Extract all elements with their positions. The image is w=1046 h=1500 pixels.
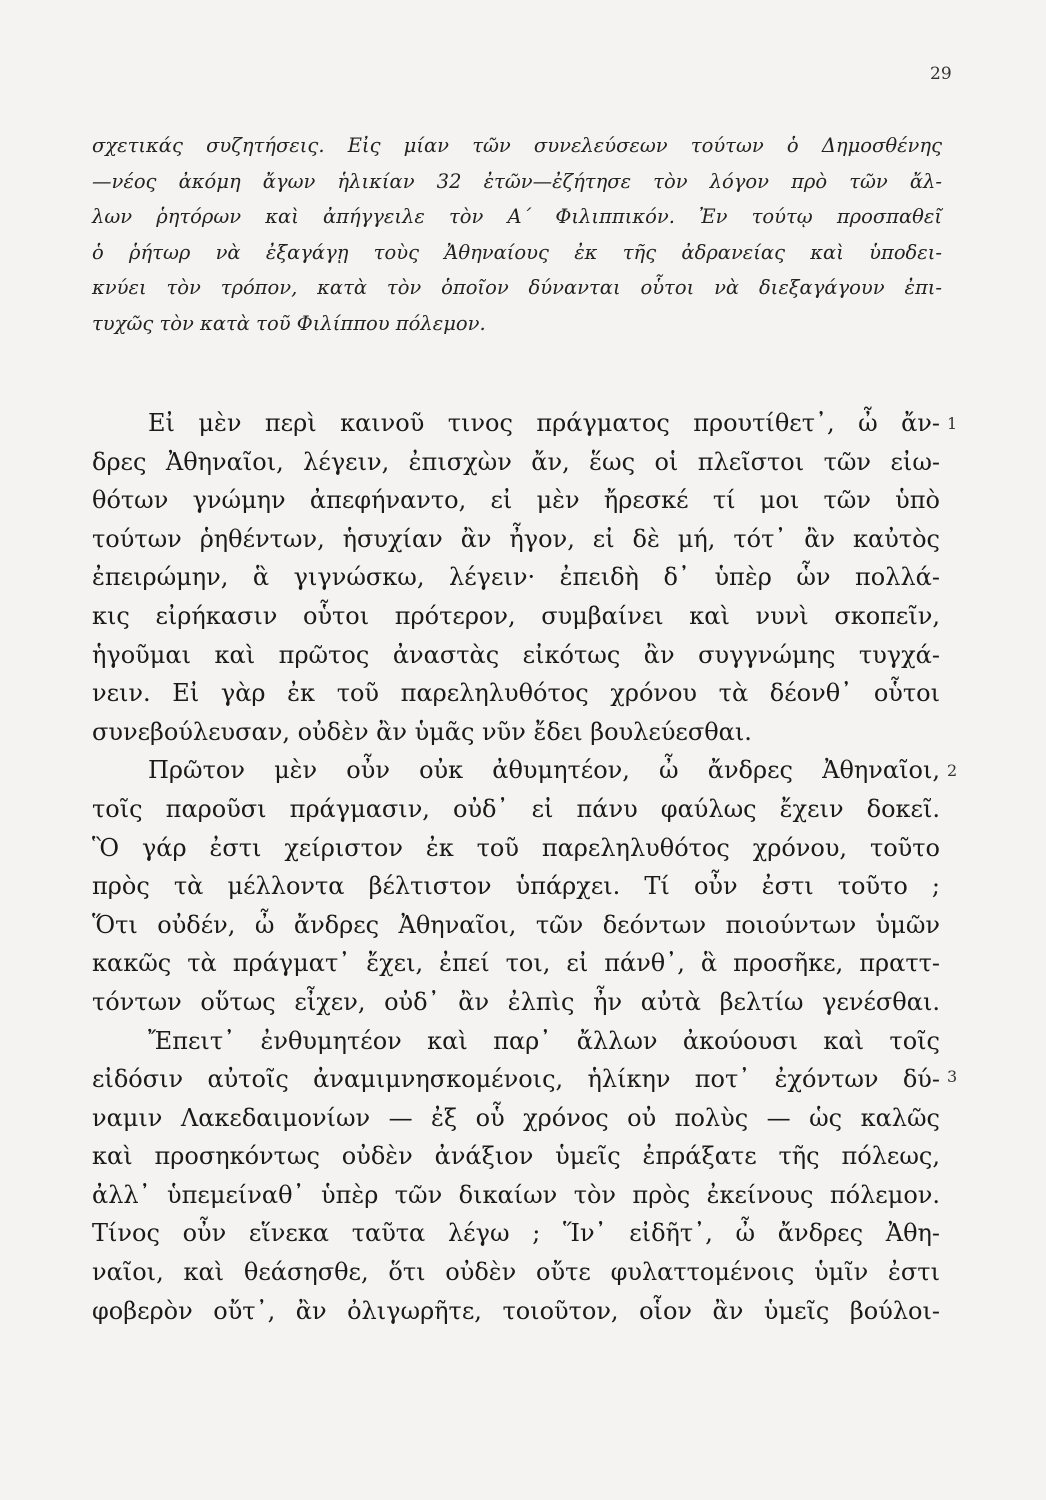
text-line: Ὃ γάρ ἐστι χείριστον ἐκ τοῦ παρεληλυθότος χρόνου, τοῦτο xyxy=(92,833,940,862)
text-line: Τίνος οὖν εἵνεκα ταῦτα λέγω ; Ἵν᾽ εἰδῆτ᾽, ὦ ἄνδρες Ἀθη- xyxy=(92,1219,940,1248)
page-number: 29 xyxy=(930,64,952,84)
text-line: τόντων οὕτως εἶχεν, οὐδ᾽ ἂν ἐλπὶς ἦν αὐτὰ βελτίω γενέσθαι. xyxy=(92,987,940,1016)
text-line: Ὅτι οὐδέν, ὦ ἄνδρες Ἀθηναῖοι, τῶν δεόντων ποιούντων ὑμῶν xyxy=(92,910,940,939)
text-line: πρὸς τὰ μέλλοντα βέλτιστον ὑπάρχει. Τί οὖν ἐστι τοῦτο ; xyxy=(92,872,940,901)
intro-line: ὁ ῥήτωρ νὰ ἐξαγάγῃ τοὺς Ἀθηναίους ἐκ τῆς ἀδρανείας καὶ ὑποδει- xyxy=(92,240,942,264)
text-line: ναμιν Λακεδαιμονίων — ἐξ οὗ χρόνος οὐ πολὺς — ὡς καλῶς xyxy=(92,1103,940,1132)
text-line: νειν. Εἰ γὰρ ἐκ τοῦ παρεληλυθότος χρόνου τὰ δέονθ᾽ οὗτοι xyxy=(92,679,940,708)
section-number: 2 xyxy=(947,761,958,780)
text-line: συνεβούλευσαν, οὐδὲν ἂν ὑμᾶς νῦν ἔδει βουλεύεσθαι. xyxy=(92,717,752,746)
text-line: ναῖοι, καὶ θεάσησθε, ὅτι οὐδὲν οὔτε φυλαττομένοις ὑμῖν ἐστι xyxy=(92,1258,940,1287)
text-line: δρες Ἀθηναῖοι, λέγειν, ἐπισχὼν ἄν, ἕως οἱ πλεῖστοι τῶν εἰω- xyxy=(92,447,940,476)
text-line: εἰδόσιν αὐτοῖς ἀναμιμνησκομένοις, ἡλίκην ποτ᾽ ἐχόντων δύ- xyxy=(92,1065,940,1094)
text-line: κακῶς τὰ πράγματ᾽ ἔχει, ἐπεί τοι, εἰ πάνθ᾽, ἃ προσῆκε, πραττ- xyxy=(92,949,940,978)
text-line: καὶ προσηκόντως οὐδὲν ἀνάξιον ὑμεῖς ἐπράξατε τῆς πόλεως, xyxy=(92,1142,940,1171)
text-line: φοβερὸν οὔτ᾽, ἂν ὀλιγωρῆτε, τοιοῦτον, οἷον ἂν ὑμεῖς βούλοι- xyxy=(92,1296,940,1325)
text-line: Εἰ μὲν περὶ καινοῦ τινος πράγματος προυτίθετ᾽, ὦ ἄν- xyxy=(148,409,940,437)
text-line: Πρῶτον μὲν οὖν οὐκ ἀθυμητέον, ὦ ἄνδρες Ἀθηναῖοι, xyxy=(148,756,940,785)
text-line: κις εἰρήκασιν οὗτοι πρότερον, συμβαίνει καὶ νυνὶ σκοπεῖν, xyxy=(92,601,940,630)
intro-line: —νέος ἀκόμη ἄγων ἡλικίαν 32 ἐτῶν—ἐζήτησε τὸν λόγον πρὸ τῶν ἄλ- xyxy=(92,169,942,193)
text-line: Ἔπειτ᾽ ἐνθυμητέον καὶ παρ᾽ ἄλλων ἀκούουσι καὶ τοῖς xyxy=(148,1026,940,1055)
section-number: 1 xyxy=(947,414,958,433)
greek-text-body xyxy=(92,404,940,1330)
section-number: 3 xyxy=(947,1067,958,1086)
intro-line: σχετικάς συζητήσεις. Εἰς μίαν τῶν συνελεύσεων τούτων ὁ Δημοσθένης xyxy=(92,134,942,157)
text-line: ἡγοῦμαι καὶ πρῶτος ἀναστὰς εἰκότως ἂν συγγνώμης τυγχά- xyxy=(92,640,940,669)
text-line: θότων γνώμην ἀπεφήναντο, εἰ μὲν ἤρεσκέ τί μοι τῶν ὑπὸ xyxy=(92,486,940,515)
text-line: ἀλλ᾽ ὑπεμείναθ᾽ ὑπὲρ τῶν δικαίων τὸν πρὸς ἐκείνους πόλεμον. xyxy=(92,1180,940,1209)
introduction-paragraph xyxy=(92,128,942,341)
intro-line: λων ῥητόρων καὶ ἀπήγγειλε τὸν Α΄ Φιλιππικόν. Ἐν τούτῳ προσπαθεῖ xyxy=(92,205,942,228)
intro-line: τυχῶς τὸν κατὰ τοῦ Φιλίππου πόλεμον. xyxy=(92,311,486,335)
text-line: τούτων ῥηθέντων, ἡσυχίαν ἂν ἦγον, εἰ δὲ μή, τότ᾽ ἂν καὐτὸς xyxy=(92,524,940,553)
intro-line: κνύει τὸν τρόπον, κατὰ τὸν ὁποῖον δύνανται οὗτοι νὰ διεξαγάγουν ἐπι- xyxy=(92,276,942,299)
text-line: τοῖς παροῦσι πράγμασιν, οὐδ᾽ εἰ πάνυ φαύλως ἔχειν δοκεῖ. xyxy=(92,794,940,823)
text-line: ἐπειρώμην, ἃ γιγνώσκω, λέγειν· ἐπειδὴ δ᾽ ὑπὲρ ὧν πολλά- xyxy=(92,563,940,592)
